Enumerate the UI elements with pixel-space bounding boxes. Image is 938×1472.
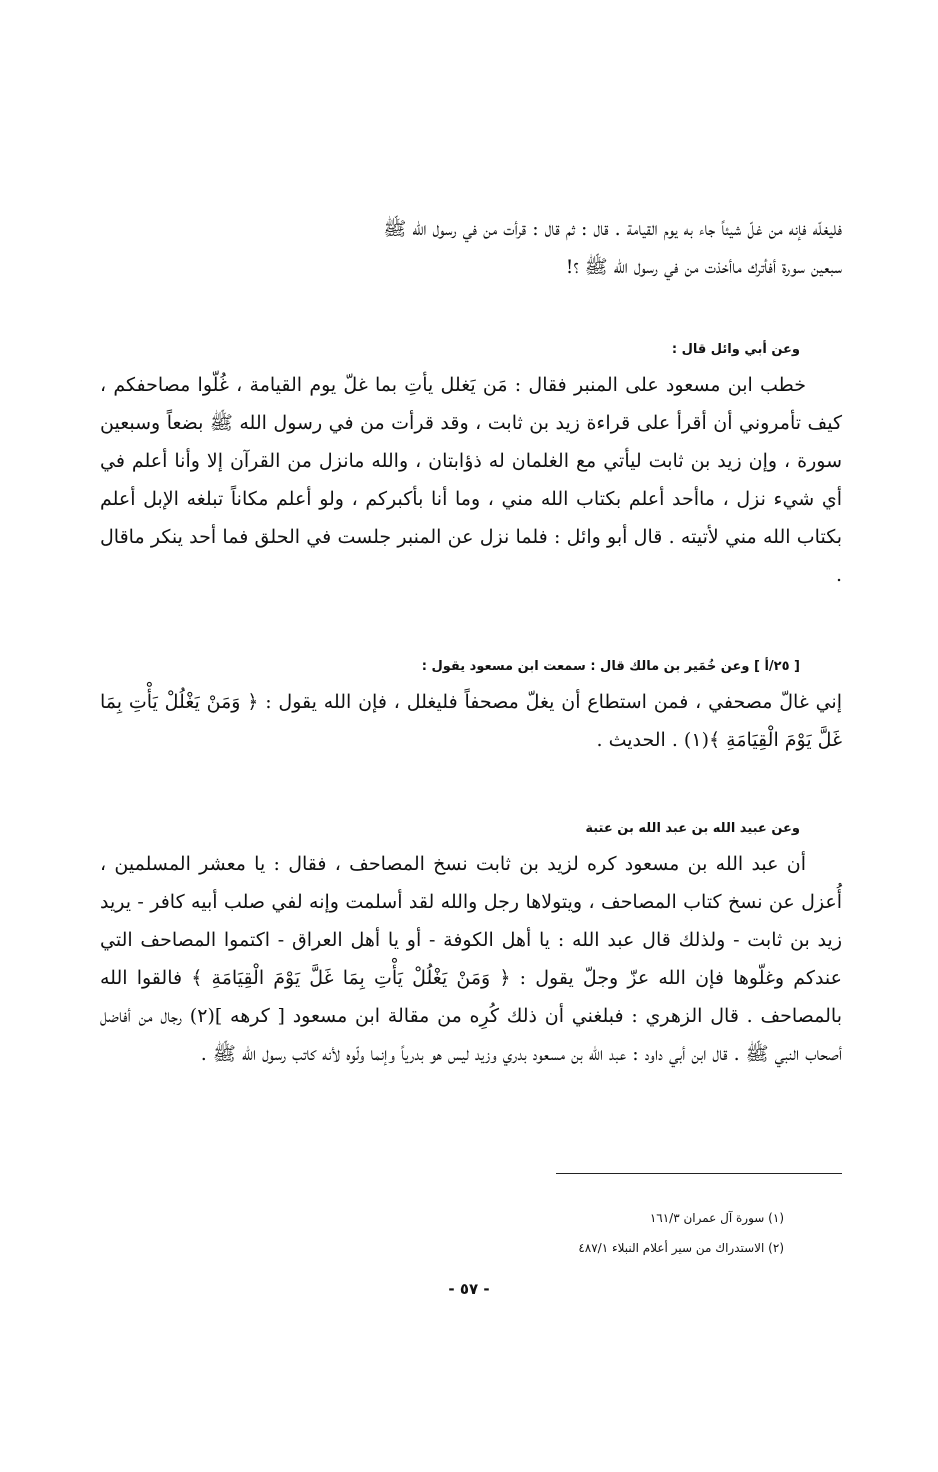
- paragraph-text: خطب ابن مسعود على المنبر فقال : مَن يَغلل يأتِ بما غلّ يوم القيامة ، غُلّوا مصاحفكم ، كيف تأمروني أن أقرأ على قراءة زيد بن ثابت ، وقد قرأت من في رسول الله ﷺ بضعاً وسبعين سورة ، وإن زيد بن ثابت ليأتي مع الغلمان له ذؤابتان ، والله مانزل من القرآن إلا وأنا أعلم في أي شيء نزل ، ماأحد أعلم بكتاب الله مني ، وما أنا بأكبركم ، ولو أعلم مكاناً تبلغه الإبل أعلم بكتاب الله مني لأتيته . قال أبو وائل : فلما نزل عن المنبر جلست في الحلق فما أحد ينكر ماقال .: [100, 374, 842, 586]
- page-number: - ٥٧ -: [448, 1280, 490, 1298]
- footnote-2: (٢) الاستدراك من سير أعلام النبلاء ٤٨٧/١: [578, 1241, 784, 1255]
- paragraph-text: أن عبد الله بن مسعود كره لزيد بن ثابت نسخ المصاحف ، فقال : يا معشر المسلمين ، أُعزل عن نسخ كتاب المصاحف ، ويتولاها رجل والله لقد أسلمت وإنه لفي صلب أبيه كافر - يريد زيد بن ثابت - ولذلك قال عبد الله : يا أهل الكوفة - أو يا أهل العراق - اكتموا المصاحف التي عندكم وغلّوها فإن الله عزّ وجلّ يقول : ﴿ وَمَنْ يَغْلُلْ يَأْتِ بِمَا غَلَّ يَوْمَ الْقِيَامَةِ ﴾ فالقوا الله بالمصاحف . قال الزهري : فبلغني أن ذلك كُرِه من مقالة ابن مسعود [ كرهه ](٢) رجال من أفاضل أصحاب النبي ﷺ . قال ابن أبي داود : عبد الله بن مسعود بدري وزيد ليس هو بدرياً وإنما ولّوه لأنه كاتب رسول الله ﷺ .: [100, 853, 842, 1065]
- section-heading-abu-wail: وعن أبي وائل قال :: [671, 342, 800, 357]
- footnotes: [144, 1203, 784, 1263]
- paragraph-abu-wail: [100, 366, 842, 594]
- section-heading-ubaydullah: وعن عبيد الله بن عبد الله بن عتبة: [585, 821, 800, 836]
- paragraph-text: إني غالّ مصحفي ، فمن استطاع أن يغلّ مصحفاً فليغلل ، فإن الله يقول : ﴿ وَمَنْ يَغْلُلْ يَأْتِ بِمَا غَلَّ يَوْمَ الْقِيَامَةِ ﴾(١) . الحديث .: [100, 691, 842, 751]
- paragraph-line: سبعين سورة أفأترك ماأخذت من في رسول الله ﷺ ؟!: [565, 256, 842, 278]
- section-heading-khumayr: [ ٢٥/أ ] وعن خُمَير بن مالك قال : سمعت ابن مسعود يقول :: [421, 659, 800, 674]
- paragraph-continuation: [100, 210, 842, 286]
- footnote-divider: [556, 1173, 842, 1174]
- paragraph-ubaydullah: [100, 845, 842, 1073]
- footnote-1: (١) سورة آل عمران ١٦١/٣: [649, 1211, 784, 1225]
- paragraph-khumayr: [100, 683, 842, 759]
- paragraph-line: فليغلّه فإنه من غلّ شيئاً جاء به يوم القيامة . قال : ثم قال : قرأت من في رسول الله ﷺ: [383, 218, 842, 240]
